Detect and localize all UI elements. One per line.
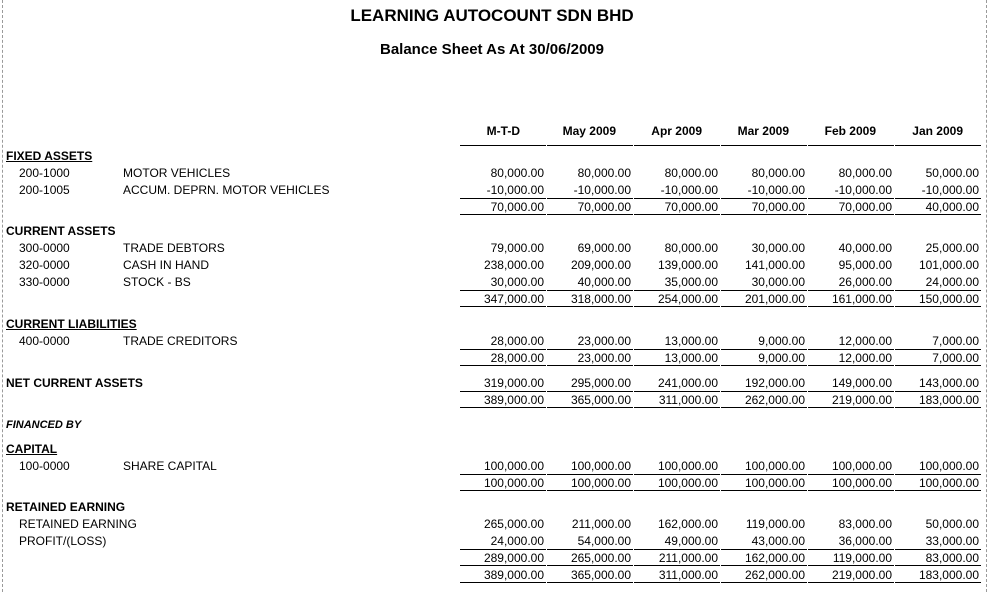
account-code: 100-0000 xyxy=(19,459,70,473)
subtotal-rule xyxy=(895,391,981,392)
amount-cell: 149,000.00 xyxy=(831,376,892,390)
account-code: 330-0000 xyxy=(19,275,70,289)
subtotal-rule xyxy=(808,549,894,550)
section-heading-retained-earning: RETAINED EARNING xyxy=(6,500,126,514)
total-underline xyxy=(895,365,981,366)
amount-cell: 100,000.00 xyxy=(657,459,718,473)
amount-cell: 80,000.00 xyxy=(838,166,892,180)
subtotal-rule xyxy=(547,290,633,291)
account-code: 200-1005 xyxy=(19,183,70,197)
subtotal-rule xyxy=(895,565,981,566)
amount-cell: 24,000.00 xyxy=(490,534,544,548)
total-cell: 311,000.00 xyxy=(658,393,718,407)
company-name: LEARNING AUTOCOUNT SDN BHD xyxy=(350,6,634,25)
report-title: Balance Sheet As At 30/06/2009 xyxy=(379,41,604,58)
amount-cell: 40,000.00 xyxy=(577,275,631,289)
amount-cell: 100,000.00 xyxy=(831,459,892,473)
total-underline xyxy=(634,365,720,366)
total-underline xyxy=(460,365,546,366)
total-cell: 12,000.00 xyxy=(838,351,892,365)
header-rule xyxy=(547,145,633,146)
total-underline xyxy=(547,407,633,408)
amount-cell: -10,000.00 xyxy=(486,183,544,197)
account-description: TRADE CREDITORS xyxy=(123,334,238,348)
total-underline xyxy=(895,582,981,583)
total-underline xyxy=(460,582,546,583)
account-description: MOTOR VEHICLES xyxy=(123,166,231,180)
grand-total-cell: 219,000.00 xyxy=(831,568,892,582)
amount-cell: 100,000.00 xyxy=(570,459,631,473)
total-underline xyxy=(547,365,633,366)
subtotal-rule xyxy=(460,349,546,350)
subtotal-rule xyxy=(808,290,894,291)
amount-cell: 43,000.00 xyxy=(751,534,805,548)
subtotal-rule xyxy=(547,474,633,475)
total-underline xyxy=(895,490,981,491)
amount-cell: 79,000.00 xyxy=(490,241,544,255)
amount-cell: 28,000.00 xyxy=(490,334,544,348)
total-cell: 289,000.00 xyxy=(483,551,544,565)
total-cell: 70,000.00 xyxy=(751,200,805,214)
amount-cell: 141,000.00 xyxy=(744,258,805,272)
account-code: 200-1000 xyxy=(19,166,70,180)
amount-cell: 54,000.00 xyxy=(577,534,631,548)
total-underline xyxy=(721,365,807,366)
total-cell: 100,000.00 xyxy=(831,476,892,490)
header-rule xyxy=(634,145,720,146)
amount-cell: 211,000.00 xyxy=(571,517,631,531)
amount-cell: 139,000.00 xyxy=(657,258,718,272)
total-cell: 70,000.00 xyxy=(577,200,631,214)
amount-cell: 24,000.00 xyxy=(925,275,979,289)
subtotal-rule xyxy=(895,474,981,475)
column-header-may-2009: May 2009 xyxy=(562,124,616,138)
total-underline xyxy=(895,407,981,408)
account-code: 320-0000 xyxy=(19,258,70,272)
amount-cell: 9,000.00 xyxy=(758,334,805,348)
total-underline xyxy=(460,407,546,408)
subtotal-rule xyxy=(721,391,807,392)
total-underline xyxy=(808,582,894,583)
column-header-mtd: M-T-D xyxy=(486,124,520,138)
total-cell: 23,000.00 xyxy=(577,351,631,365)
total-underline xyxy=(895,306,981,307)
section-heading-capital: CAPITAL xyxy=(6,442,58,456)
total-underline xyxy=(547,306,633,307)
subtotal-rule xyxy=(634,349,720,350)
total-underline xyxy=(547,582,633,583)
amount-cell: 30,000.00 xyxy=(751,241,805,255)
total-underline xyxy=(808,490,894,491)
total-cell: 347,000.00 xyxy=(483,292,544,306)
total-cell: 7,000.00 xyxy=(932,351,979,365)
subtotal-rule xyxy=(460,391,546,392)
total-cell: 183,000.00 xyxy=(918,393,979,407)
amount-cell: 40,000.00 xyxy=(838,241,892,255)
amount-cell: 33,000.00 xyxy=(925,534,979,548)
grand-total-cell: 389,000.00 xyxy=(483,568,544,582)
account-description: CASH IN HAND xyxy=(123,258,210,272)
account-description: PROFIT/(LOSS) xyxy=(19,534,107,548)
column-header-apr-2009: Apr 2009 xyxy=(651,124,702,138)
subtotal-rule xyxy=(895,290,981,291)
subtotal-rule xyxy=(808,474,894,475)
subtotal-rule xyxy=(460,549,546,550)
amount-cell: -10,000.00 xyxy=(834,183,892,197)
amount-cell: 192,000.00 xyxy=(744,376,805,390)
total-underline xyxy=(634,582,720,583)
subtotal-rule xyxy=(547,349,633,350)
grand-total-cell: 311,000.00 xyxy=(658,568,718,582)
amount-cell: 80,000.00 xyxy=(577,166,631,180)
total-underline xyxy=(808,214,894,215)
amount-cell: 69,000.00 xyxy=(577,241,631,255)
amount-cell: 95,000.00 xyxy=(838,258,892,272)
amount-cell: 12,000.00 xyxy=(838,334,892,348)
amount-cell: 30,000.00 xyxy=(751,275,805,289)
column-header-jan-2009: Jan 2009 xyxy=(912,124,963,138)
total-cell: 28,000.00 xyxy=(490,351,544,365)
amount-cell: 100,000.00 xyxy=(483,459,544,473)
total-cell: 9,000.00 xyxy=(758,351,805,365)
subtotal-rule xyxy=(634,474,720,475)
total-cell: 318,000.00 xyxy=(570,292,631,306)
amount-cell: 30,000.00 xyxy=(490,275,544,289)
total-underline xyxy=(721,582,807,583)
subtotal-rule xyxy=(895,198,981,199)
amount-cell: 50,000.00 xyxy=(925,166,979,180)
amount-cell: 80,000.00 xyxy=(490,166,544,180)
subtotal-rule xyxy=(460,290,546,291)
total-underline xyxy=(634,306,720,307)
total-cell: 13,000.00 xyxy=(664,351,718,365)
amount-cell: 80,000.00 xyxy=(664,166,718,180)
total-underline xyxy=(547,490,633,491)
column-header-mar-2009: Mar 2009 xyxy=(737,124,789,138)
subtotal-rule xyxy=(895,549,981,550)
subtotal-rule xyxy=(895,349,981,350)
amount-cell: 162,000.00 xyxy=(657,517,718,531)
amount-cell: -10,000.00 xyxy=(660,183,718,197)
subtotal-rule xyxy=(721,290,807,291)
section-heading-current-liabilities: CURRENT LIABILITIES xyxy=(6,317,137,331)
amount-cell: 23,000.00 xyxy=(577,334,631,348)
header-rule xyxy=(808,145,894,146)
subtotal-rule xyxy=(634,391,720,392)
total-cell: 100,000.00 xyxy=(657,476,718,490)
section-heading-net-current-assets: NET CURRENT ASSETS xyxy=(6,376,143,390)
grand-total-cell: 183,000.00 xyxy=(918,568,979,582)
subtotal-rule xyxy=(808,349,894,350)
amount-cell: 36,000.00 xyxy=(838,534,892,548)
account-code: 300-0000 xyxy=(19,241,70,255)
account-code: 400-0000 xyxy=(19,334,70,348)
total-underline xyxy=(634,214,720,215)
total-underline xyxy=(808,306,894,307)
total-cell: 100,000.00 xyxy=(744,476,805,490)
amount-cell: -10,000.00 xyxy=(921,183,979,197)
subtotal-rule xyxy=(547,391,633,392)
total-cell: 201,000.00 xyxy=(744,292,805,306)
page-edge-right xyxy=(986,0,987,592)
total-cell: 150,000.00 xyxy=(918,292,979,306)
total-cell: 211,000.00 xyxy=(658,551,718,565)
subtotal-rule xyxy=(721,198,807,199)
total-cell: 162,000.00 xyxy=(744,551,805,565)
amount-cell: 7,000.00 xyxy=(932,334,979,348)
total-cell: 119,000.00 xyxy=(832,551,892,565)
account-description: RETAINED EARNING xyxy=(19,517,137,531)
subtotal-rule xyxy=(808,198,894,199)
total-cell: 219,000.00 xyxy=(831,393,892,407)
total-cell: 265,000.00 xyxy=(570,551,631,565)
total-cell: 40,000.00 xyxy=(925,200,979,214)
subtotal-rule xyxy=(460,198,546,199)
total-underline xyxy=(808,365,894,366)
total-underline xyxy=(547,214,633,215)
total-cell: 161,000.00 xyxy=(831,292,892,306)
amount-cell: 209,000.00 xyxy=(570,258,631,272)
subtotal-rule xyxy=(721,549,807,550)
amount-cell: 119,000.00 xyxy=(745,517,805,531)
amount-cell: 241,000.00 xyxy=(657,376,718,390)
subtotal-rule xyxy=(634,290,720,291)
subtotal-rule xyxy=(547,549,633,550)
amount-cell: 295,000.00 xyxy=(570,376,631,390)
total-underline xyxy=(634,407,720,408)
section-heading-fixed-assets: FIXED ASSETS xyxy=(6,149,93,163)
amount-cell: 100,000.00 xyxy=(744,459,805,473)
total-cell: 365,000.00 xyxy=(570,393,631,407)
total-cell: 70,000.00 xyxy=(838,200,892,214)
subtotal-rule xyxy=(547,565,633,566)
total-cell: 83,000.00 xyxy=(925,551,979,565)
account-description: STOCK - BS xyxy=(123,275,191,289)
amount-cell: -10,000.00 xyxy=(573,183,631,197)
amount-cell: 35,000.00 xyxy=(664,275,718,289)
amount-cell: 13,000.00 xyxy=(664,334,718,348)
total-cell: 100,000.00 xyxy=(570,476,631,490)
amount-cell: 101,000.00 xyxy=(918,258,979,272)
total-cell: 262,000.00 xyxy=(744,393,805,407)
amount-cell: 83,000.00 xyxy=(838,517,892,531)
amount-cell: 100,000.00 xyxy=(918,459,979,473)
total-underline xyxy=(634,490,720,491)
header-rule xyxy=(895,145,981,146)
amount-cell: 143,000.00 xyxy=(918,376,979,390)
total-underline xyxy=(721,407,807,408)
subtotal-rule xyxy=(721,349,807,350)
amount-cell: 319,000.00 xyxy=(483,376,544,390)
subtotal-rule xyxy=(460,474,546,475)
subtotal-rule xyxy=(634,549,720,550)
total-underline xyxy=(460,490,546,491)
amount-cell: -10,000.00 xyxy=(747,183,805,197)
page-edge-left xyxy=(2,0,3,592)
total-underline xyxy=(721,306,807,307)
amount-cell: 50,000.00 xyxy=(925,517,979,531)
amount-cell: 80,000.00 xyxy=(751,166,805,180)
header-rule xyxy=(460,145,546,146)
total-cell: 70,000.00 xyxy=(490,200,544,214)
grand-total-cell: 262,000.00 xyxy=(744,568,805,582)
total-underline xyxy=(460,306,546,307)
header-rule xyxy=(721,145,807,146)
total-cell: 100,000.00 xyxy=(918,476,979,490)
subtotal-rule xyxy=(721,474,807,475)
subtotal-rule xyxy=(721,565,807,566)
total-underline xyxy=(808,407,894,408)
subtotal-rule xyxy=(808,565,894,566)
amount-cell: 80,000.00 xyxy=(664,241,718,255)
amount-cell: 25,000.00 xyxy=(925,241,979,255)
total-cell: 100,000.00 xyxy=(483,476,544,490)
amount-cell: 238,000.00 xyxy=(483,258,544,272)
grand-total-cell: 365,000.00 xyxy=(570,568,631,582)
total-underline xyxy=(460,214,546,215)
section-heading-current-assets: CURRENT ASSETS xyxy=(6,224,116,238)
column-header-feb-2009: Feb 2009 xyxy=(824,124,876,138)
subtotal-rule xyxy=(808,391,894,392)
total-underline xyxy=(721,490,807,491)
section-heading-financed-by: FINANCED BY xyxy=(6,419,82,431)
account-description: ACCUM. DEPRN. MOTOR VEHICLES xyxy=(123,183,330,197)
account-description: TRADE DEBTORS xyxy=(123,241,225,255)
amount-cell: 26,000.00 xyxy=(838,275,892,289)
subtotal-rule xyxy=(634,565,720,566)
total-cell: 254,000.00 xyxy=(657,292,718,306)
amount-cell: 265,000.00 xyxy=(483,517,544,531)
amount-cell: 49,000.00 xyxy=(664,534,718,548)
total-cell: 70,000.00 xyxy=(664,200,718,214)
subtotal-rule xyxy=(634,198,720,199)
subtotal-rule xyxy=(460,565,546,566)
subtotal-rule xyxy=(547,198,633,199)
total-underline xyxy=(721,214,807,215)
account-description: SHARE CAPITAL xyxy=(123,459,217,473)
total-underline xyxy=(895,214,981,215)
total-cell: 389,000.00 xyxy=(483,393,544,407)
